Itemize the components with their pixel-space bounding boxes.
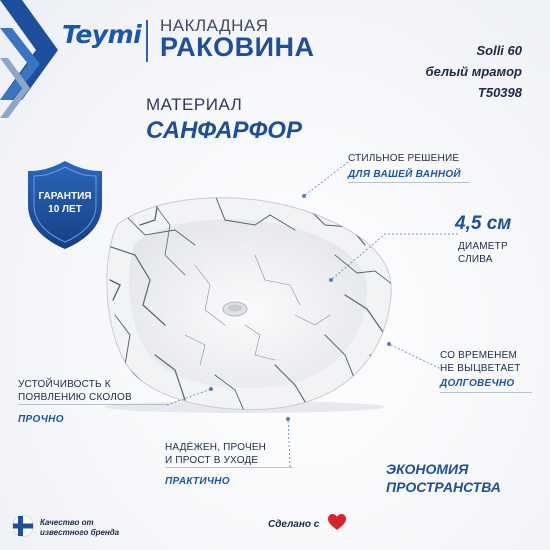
- callout-style-rule: [348, 182, 470, 183]
- drain-pointer: [325, 230, 460, 285]
- economy-line1: ЭКОНОМИЯ: [386, 461, 469, 477]
- callout-care-sub: ПРАКТИЧНО: [165, 476, 230, 487]
- header-divider: [146, 20, 148, 62]
- fade-line2: НЕ ВЫЦВЕТАЕТ: [440, 363, 521, 374]
- callout-chips-rule: [18, 404, 168, 405]
- callout-fade-heading: [440, 349, 521, 375]
- callout-fade-sub: ДОЛГОВЕЧНО: [440, 378, 515, 389]
- brand-quality-text: [40, 518, 119, 538]
- fade-line1: СО ВРЕМЕНЕМ: [440, 350, 517, 361]
- callout-style-heading: СТИЛЬНОЕ РЕШЕНИЕ: [348, 153, 460, 164]
- product-type-label: НАКЛАДНАЯ: [160, 16, 269, 35]
- brand-logo: Teymi: [62, 20, 142, 49]
- warranty-badge-text: [26, 190, 104, 216]
- callout-care-rule: [165, 467, 293, 468]
- callout-style-pointer: [300, 160, 350, 200]
- drain-diameter-label: [458, 240, 508, 266]
- made-with-label: Сделано с: [268, 519, 320, 530]
- finland-flag-icon: [12, 515, 34, 537]
- model-info: [426, 40, 522, 103]
- material-value: САНФАРФОР: [146, 117, 302, 144]
- chips-line2: ПОЯВЛЕНИЮ СКОЛОВ: [18, 392, 132, 403]
- callout-chips-pointer: [165, 385, 215, 410]
- model-color: белый мрамор: [425, 64, 522, 79]
- warranty-line2: 10 ЛЕТ: [48, 204, 82, 215]
- marble-sink-image: [95, 185, 395, 415]
- model-name: Solli 60: [476, 43, 522, 58]
- product-title: РАКОВИНА: [160, 32, 315, 62]
- drain-label-line1: ДИАМЕТР: [458, 241, 508, 252]
- quality-line1: Качество от: [40, 518, 94, 527]
- callout-fade-pointer: [385, 340, 445, 380]
- heart-icon: [328, 514, 346, 531]
- chevron-decoration-icon: [0, 0, 70, 130]
- care-line1: НАДЁЖЕН, ПРОЧЕН: [165, 442, 267, 453]
- model-sku: T50398: [477, 85, 522, 100]
- drain-label-line2: СЛИВА: [458, 254, 493, 265]
- callout-care-heading: [165, 441, 266, 467]
- callout-fade-rule: [440, 392, 532, 393]
- space-economy-text: [386, 460, 501, 496]
- economy-line2: ПРОСТРАНСТВА: [386, 479, 501, 495]
- callout-style-sub: ДЛЯ ВАШЕЙ ВАННОЙ: [348, 169, 461, 180]
- chips-line1: УСТОЙЧИВОСТЬ К: [18, 379, 111, 390]
- quality-line2: известного бренда: [40, 528, 120, 537]
- care-line2: И ПРОСТ В УХОДЕ: [165, 455, 259, 466]
- callout-chips-sub: ПРОЧНО: [18, 414, 64, 425]
- warranty-line1: ГАРАНТИЯ: [38, 191, 92, 202]
- drain-diameter-value: 4,5 см: [455, 213, 512, 234]
- callout-care-pointer: [280, 415, 300, 470]
- material-label: МАТЕРИАЛ: [146, 95, 243, 114]
- callout-chips-heading: [18, 378, 132, 404]
